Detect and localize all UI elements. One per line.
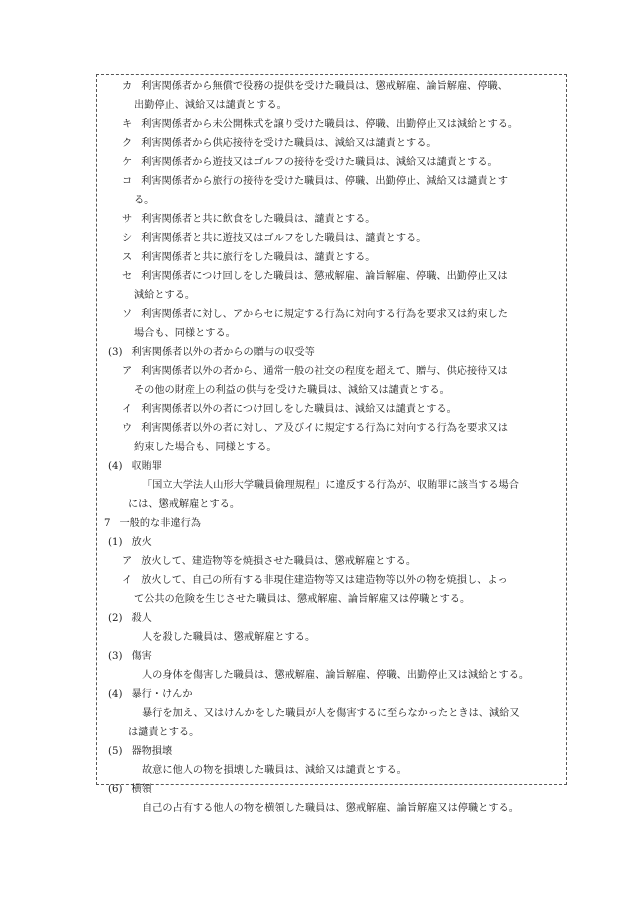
line-text: 約束した場合も、同様とする。	[134, 442, 277, 453]
item-label: 7	[104, 518, 111, 529]
document-line	[108, 688, 193, 701]
line-text: 故意に他人の物を損壊した職員は、減給又は譴責とする。	[142, 765, 407, 776]
line-text: 放火	[131, 537, 152, 548]
document-line	[134, 441, 277, 454]
document-line	[142, 707, 520, 720]
line-text: 場合も、同様とする。	[134, 328, 236, 339]
document-line	[122, 251, 376, 264]
document-line	[122, 156, 498, 169]
item-label: (3)	[108, 651, 123, 662]
item-label: (2)	[108, 613, 123, 624]
line-text: 「国立大学法人山形大学職員倫理規程」に違反する行為が、収賄罪に該当する場合	[142, 480, 519, 491]
document-line	[122, 175, 508, 188]
item-label: シ	[122, 233, 133, 244]
line-text: 横領	[131, 784, 152, 795]
item-label: (4)	[108, 461, 123, 472]
item-label: カ	[122, 81, 133, 92]
line-text: 自己の占有する他人の物を横領した職員は、懲戒解雇、論旨解雇又は停職とする。	[142, 803, 519, 814]
document-line	[108, 536, 152, 549]
item-label: (4)	[108, 689, 123, 700]
line-text: 一般的な非違行為	[119, 518, 201, 529]
document-line	[122, 137, 437, 150]
document-line	[108, 783, 152, 796]
line-text: 利害関係者から供応接待を受けた職員は、減給又は譴責とする。	[141, 138, 437, 149]
document-line	[104, 517, 201, 530]
item-label: ア	[122, 556, 133, 567]
item-label: ソ	[122, 309, 133, 320]
document-line	[108, 346, 315, 359]
line-text: には、懲戒解雇とする。	[128, 499, 241, 510]
document-line	[108, 745, 172, 758]
line-text: 収賄罪	[131, 461, 162, 472]
document-line	[108, 650, 152, 663]
document-line	[122, 574, 508, 587]
item-label: イ	[122, 404, 133, 415]
item-label: キ	[122, 119, 133, 130]
document-line	[122, 213, 376, 226]
line-text: る。	[134, 195, 155, 206]
item-label: ケ	[122, 157, 133, 168]
line-text: て公共の危険を生じさせた職員は、懲戒解雇、論旨解雇又は停職とする。	[134, 594, 471, 605]
document-line	[134, 99, 287, 112]
line-text: 利害関係者以外の者に対し、ア及びイに規定する行為に対向する行為を要求又は	[141, 423, 508, 434]
item-label: コ	[122, 176, 133, 187]
line-text: 利害関係者から無償で役務の提供を受けた職員は、懲戒解雇、論旨解雇、停職、	[141, 81, 508, 92]
item-label: (5)	[108, 746, 123, 757]
document-line	[142, 479, 519, 492]
line-text: 暴行を加え、又はけんかをした職員が人を傷害するに至らなかったときは、減給又	[142, 708, 520, 719]
line-text: 人を殺した職員は、懲戒解雇とする。	[142, 632, 316, 643]
item-label: ク	[122, 138, 133, 149]
document-line	[134, 384, 450, 397]
document-line	[122, 365, 508, 378]
item-label: (3)	[108, 347, 123, 358]
document-line	[142, 764, 407, 777]
line-text: 傷害	[131, 651, 152, 662]
line-text: 出勤停止、減給又は譴責とする。	[134, 100, 287, 111]
document-line	[122, 118, 518, 131]
item-label: (6)	[108, 784, 123, 795]
line-text: 利害関係者以外の者から、通常一般の社交の程度を超えて、贈与、供応接待又は	[141, 366, 508, 377]
line-text: は譴責とする。	[128, 727, 200, 738]
document-line	[122, 555, 416, 568]
document-line	[128, 726, 199, 739]
document-line	[122, 270, 508, 283]
line-text: 利害関係者から旅行の接待を受けた職員は、停職、出勤停止、減給又は譴責とす	[141, 176, 508, 187]
document-line	[134, 327, 236, 340]
document-line	[122, 232, 426, 245]
line-text: 利害関係者から遊技又はゴルフの接待を受けた職員は、減給又は譴責とする。	[141, 157, 498, 168]
line-text: 利害関係者につけ回しをした職員は、懲戒解雇、論旨解雇、停職、出勤停止又は	[141, 271, 508, 282]
line-text: 利害関係者以外の者につけ回しをした職員は、減給又は譴責とする。	[141, 404, 457, 415]
document-line	[134, 289, 195, 302]
document-line	[122, 422, 508, 435]
line-text: 利害関係者と共に旅行をした職員は、譴責とする。	[141, 252, 376, 263]
document-line	[108, 612, 152, 625]
line-text: 利害関係者に対し、アからセに規定する行為に対向する行為を要求又は約束した	[141, 309, 508, 320]
item-label: イ	[122, 575, 133, 586]
document-line	[122, 80, 508, 93]
document-line	[142, 669, 529, 682]
line-text: 殺人	[131, 613, 152, 624]
document-line	[134, 194, 154, 207]
item-label: ス	[122, 252, 133, 263]
document-line	[134, 593, 470, 606]
line-text: 器物損壊	[131, 746, 173, 757]
item-label: ウ	[122, 423, 133, 434]
line-text: 人の身体を傷害した職員は、懲戒解雇、論旨解雇、停職、出勤停止又は減給とする。	[142, 670, 530, 681]
document-line	[122, 308, 508, 321]
line-text: 放火して、自己の所有する非現住建造物等又は建造物等以外の物を焼損し、よっ	[141, 575, 508, 586]
document-line	[122, 403, 457, 416]
item-label: (1)	[108, 537, 123, 548]
document-line	[128, 498, 240, 511]
document-line	[142, 802, 519, 815]
document-line	[108, 460, 162, 473]
line-text: 減給とする。	[134, 290, 196, 301]
item-label: セ	[122, 271, 133, 282]
item-label: サ	[122, 214, 133, 225]
line-text: 利害関係者から未公開株式を譲り受けた職員は、停職、出勤停止又は減給とする。	[141, 119, 519, 130]
document-line	[142, 631, 315, 644]
line-text: 放火して、建造物等を焼損させた職員は、懲戒解雇とする。	[141, 556, 417, 567]
line-text: 利害関係者と共に飲食をした職員は、譴責とする。	[141, 214, 376, 225]
line-text: 利害関係者以外の者からの贈与の収受等	[131, 347, 315, 358]
line-text: 暴行・けんか	[131, 689, 193, 700]
item-label: ア	[122, 366, 133, 377]
line-text: その他の財産上の利益の供与を受けた職員は、減給又は譴責とする。	[134, 385, 450, 396]
line-text: 利害関係者と共に遊技又はゴルフをした職員は、譴責とする。	[141, 233, 427, 244]
